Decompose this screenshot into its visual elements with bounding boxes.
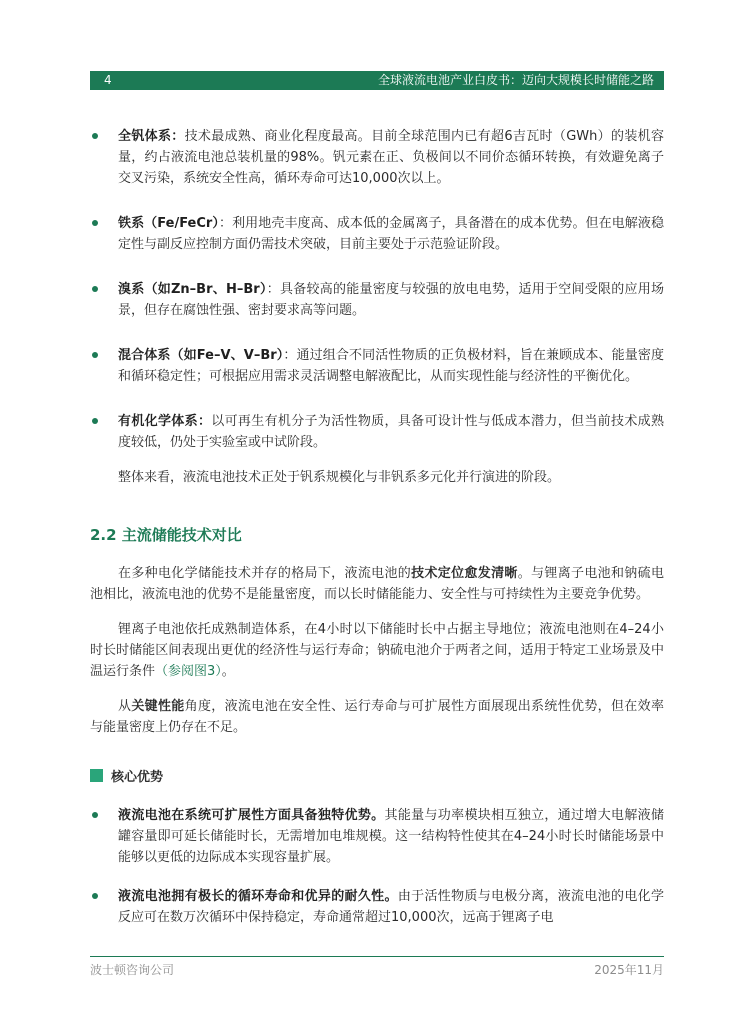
figure-reference-link[interactable]: （参阅图3） [155, 664, 222, 679]
document-title: 全球液流电池产业白皮书：迈向大规模长时储能之路 [377, 73, 654, 87]
summary-paragraph: 整体来看，液流电池技术正处于钒系规模化与非钒系多元化并行演进的阶段。 [118, 470, 561, 485]
bullet-bold: 铁系（Fe/FeCr） [118, 216, 219, 231]
list-item [90, 805, 664, 868]
bullet-text: ：具备较高的能量密度与较强的放电电势，适用于空间受限的应用场景，但存在腐蚀性强、密封要求高等问题。 [118, 282, 664, 318]
list-item [90, 126, 664, 189]
para-bold: 技术定位愈发清晰 [411, 566, 518, 581]
bullet-bold: 液流电池在系统可扩展性方面具备独特优势。 [118, 808, 385, 823]
bullet-text: ：利用地壳丰度高、成本低的金属离子，具备潜在的成本优势。但在电解液稳定性与副反应控制方面仍需技术突破，目前主要处于示范验证阶段。 [118, 216, 664, 252]
bullet-icon [92, 133, 98, 139]
page-number: 4 [104, 73, 112, 87]
advantage-bullet-list [90, 805, 664, 928]
paragraph-performance [90, 696, 664, 738]
footer-divider [90, 956, 664, 957]
list-item [90, 213, 664, 255]
para-text: 。 [221, 664, 235, 679]
footer-date: 2025年11月 [594, 963, 664, 977]
bullet-text: 由于活性物质与电极分离，液流电池的电化学反应可在数万次循环中保持稳定，寿命通常超过10,000次，远高于锂离子电 [118, 889, 664, 925]
bullet-icon [92, 812, 98, 818]
bullet-icon [92, 352, 98, 358]
list-item [90, 411, 664, 453]
sub-heading-label: 核心优势 [111, 770, 164, 785]
bullet-bold: 有机化学体系： [118, 414, 212, 429]
square-icon [90, 769, 103, 782]
technology-bullet-list [90, 126, 664, 453]
bullet-bold: 全钒体系： [118, 129, 185, 144]
paragraph-comparison [90, 619, 664, 682]
list-item [90, 886, 664, 928]
list-item [90, 279, 664, 321]
para-bold: 关键性能 [131, 699, 185, 714]
para-text: 角度，液流电池在安全性、运行寿命与可扩展性方面展现出系统性优势，但在效率与能量密度上仍存在不足。 [90, 699, 664, 735]
section-heading: 2.2 主流储能技术对比 [90, 526, 242, 544]
footer-publisher: 波士顿咨询公司 [90, 963, 175, 977]
bullet-bold: 混合体系（如Fe–V、V–Br） [118, 348, 284, 363]
bullet-text: 其能量与功率模块相互独立，通过增大电解液储罐容量即可延长储能时长，无需增加电堆规模。这一结构特性使其在4–24小时长时储能场景中能够以更低的边际成本实现容量扩展。 [118, 808, 664, 865]
bullet-bold: 溴系（如Zn–Br、H–Br） [118, 282, 267, 297]
bullet-text: ：通过组合不同活性物质的正负极材料，旨在兼顾成本、能量密度和循环稳定性；可根据应用需求灵活调整电解液配比，从而实现性能与经济性的平衡优化。 [118, 348, 664, 384]
bullet-text: 技术最成熟、商业化程度最高。目前全球范围内已有超6吉瓦时（GWh）的装机容量，约占液流电池总装机量的98%。钒元素在正、负极间以不同价态循环转换，有效避免离子交叉污染，系统安全性高，循环寿命可达10,000次以上。 [118, 129, 664, 186]
para-text: 在多种电化学储能技术并存的格局下，液流电池的 [118, 566, 412, 581]
bullet-icon [92, 286, 98, 292]
para-text: 。与锂离子电池和钠硫电池相比，液流电池的优势不是能量密度，而以长时储能能力、安全性与可持续性为主要竞争优势。 [90, 566, 664, 602]
bullet-icon [92, 418, 98, 424]
sub-heading [90, 766, 664, 785]
header-bar [90, 71, 664, 90]
paragraph-positioning [90, 563, 664, 605]
bullet-icon [92, 220, 98, 226]
page-content [90, 126, 664, 952]
para-text: 从 [118, 699, 132, 714]
bullet-bold: 液流电池拥有极长的循环寿命和优异的耐久性。 [118, 889, 398, 904]
para-text: 锂离子电池依托成熟制造体系，在4小时以下储能时长中占据主导地位；液流电池则在4–24小时长时储能区间表现出更优的经济性与运行寿命；钠硫电池介于两者之间，适用于特定工业场景及中温运行条件 [90, 622, 664, 679]
list-item [90, 345, 664, 387]
bullet-icon [92, 893, 98, 899]
bullet-text: 以可再生有机分子为活性物质，具备可设计性与低成本潜力，但当前技术成熟度较低，仍处于实验室或中试阶段。 [118, 414, 664, 450]
